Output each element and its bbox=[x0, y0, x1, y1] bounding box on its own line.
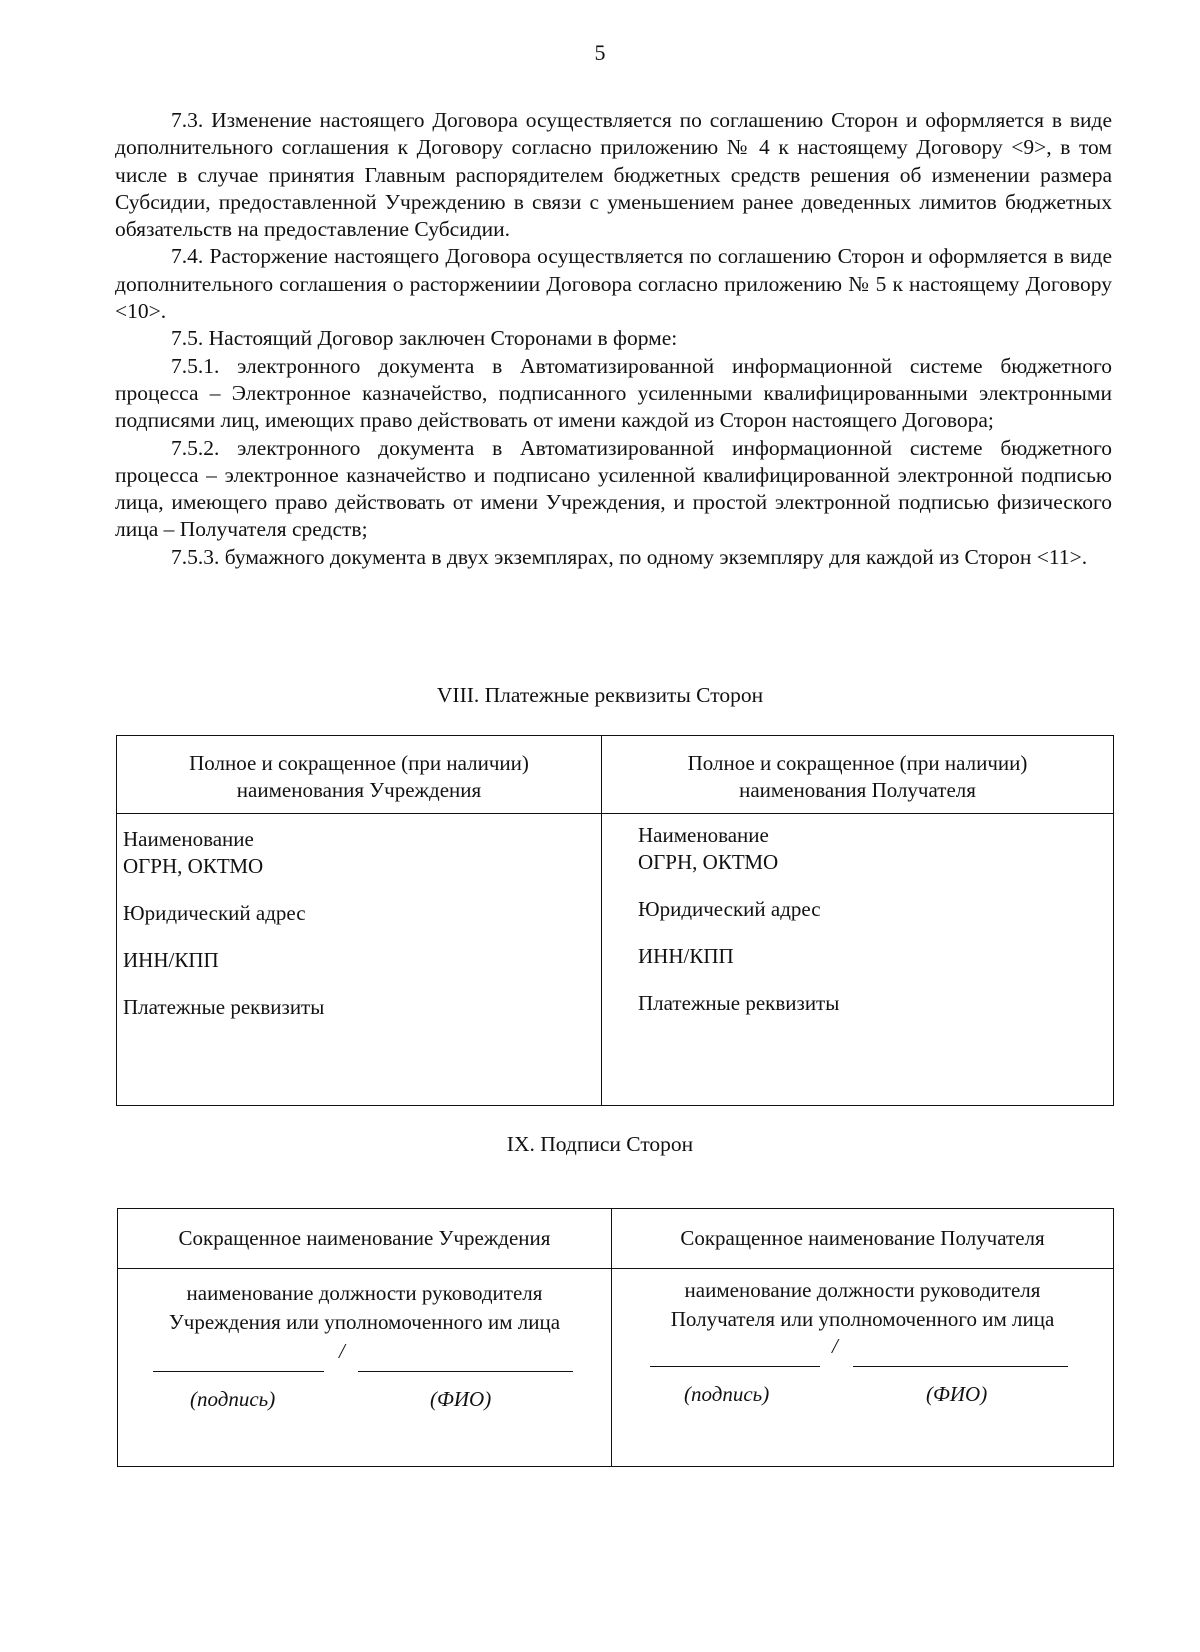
institution-position-title: наименование должности руководителя Учреждения или уполномоченного им лица bbox=[168, 1281, 561, 1334]
name-caption: (ФИО) bbox=[926, 1382, 988, 1406]
paragraph-7-3: 7.3. Изменение настоящего Договора осуществляется по соглашению Сторон и оформляется в виде дополнительного соглашения к Договору согласно приложению № 4 к настоящему Договору <9>, в том числе в случае принятия Главным распорядителем бюджетных средств решения об изменении размера Субсидии, предоставленной Учреждению в связи с уменьшением ранее доведенных лимитов бюджетных обязательств на предоставление Субсидии. bbox=[115, 108, 1112, 242]
field-ogrn-oktmo: ОГРН, ОКТМО bbox=[123, 854, 264, 878]
field-payment-details: Платежные реквизиты bbox=[638, 991, 840, 1015]
signature-line bbox=[650, 1366, 820, 1367]
field-name: Наименование bbox=[123, 827, 254, 851]
paragraph-7-5-2: 7.5.2. электронного документа в Автоматизированной информационной системе бюджетного процесса – электронное казначейство и подписано усиленной квалифицированной электронной подписью лица, имеющего право действовать от имени Учреждения, и простой электронной подписью физического лица – Получателя средств; bbox=[115, 435, 1112, 542]
contract-body bbox=[115, 107, 1112, 571]
field-payment-details: Платежные реквизиты bbox=[123, 995, 325, 1019]
section-8-heading: VIII. Платежные реквизиты Сторон bbox=[436, 683, 764, 707]
recipient-position-title: наименование должности руководителя Получателя или уполномоченного им лица bbox=[670, 1278, 1055, 1331]
signature-caption: (подпись) bbox=[190, 1387, 276, 1411]
signature-separator: / bbox=[832, 1334, 838, 1358]
field-ogrn-oktmo: ОГРН, ОКТМО bbox=[638, 850, 779, 874]
signatures-table bbox=[117, 1208, 1114, 1467]
paragraph-7-5: 7.5. Настоящий Договор заключен Сторонами в форме: bbox=[171, 326, 678, 351]
institution-details-cell bbox=[117, 814, 602, 1106]
field-inn-kpp: ИНН/КПП bbox=[638, 944, 734, 968]
field-name: Наименование bbox=[638, 823, 769, 847]
field-legal-address: Юридический адрес bbox=[123, 901, 306, 925]
recipient-signature-cell bbox=[612, 1269, 1114, 1467]
signature-line bbox=[153, 1371, 324, 1372]
payment-details-table bbox=[116, 735, 1114, 1106]
name-line bbox=[358, 1371, 573, 1372]
name-caption: (ФИО) bbox=[430, 1387, 492, 1411]
institution-signature-cell bbox=[118, 1269, 612, 1467]
paragraph-7-4: 7.4. Расторжение настоящего Договора осуществляется по соглашению Сторон и оформляется в виде дополнительного соглашения о расторжениии Договора согласно приложению № 5 к настоящему Договору <10>. bbox=[115, 244, 1112, 324]
recipient-header-cell: Полное и сокращенное (при наличии) наименования Получателя bbox=[602, 736, 1114, 814]
field-inn-kpp: ИНН/КПП bbox=[123, 948, 219, 972]
institution-header-cell: Полное и сокращенное (при наличии) наименования Учреждения bbox=[117, 736, 602, 814]
section-9-heading: IX. Подписи Сторон bbox=[506, 1132, 694, 1156]
paragraph-7-5-3: 7.5.3. бумажного документа в двух экземплярах, по одному экземпляру для каждой из Сторон <11>. bbox=[171, 544, 1088, 569]
recipient-details-cell bbox=[602, 814, 1114, 1106]
signature-separator: / bbox=[339, 1339, 345, 1363]
name-line bbox=[853, 1366, 1068, 1367]
field-legal-address: Юридический адрес bbox=[638, 897, 821, 921]
institution-short-name-cell: Сокращенное наименование Учреждения bbox=[118, 1209, 612, 1269]
paragraph-7-5-1: 7.5.1. электронного документа в Автоматизированной информационной системе бюджетного процесса – Электронное казначейство, подписанного усиленными квалифицированными электронными подписями лиц, имеющих право действовать от имени каждой из Сторон настоящего Договора; bbox=[115, 353, 1112, 433]
signature-caption: (подпись) bbox=[684, 1382, 770, 1406]
page-number: 5 bbox=[594, 40, 606, 65]
recipient-short-name-cell: Сокращенное наименование Получателя bbox=[612, 1209, 1114, 1269]
